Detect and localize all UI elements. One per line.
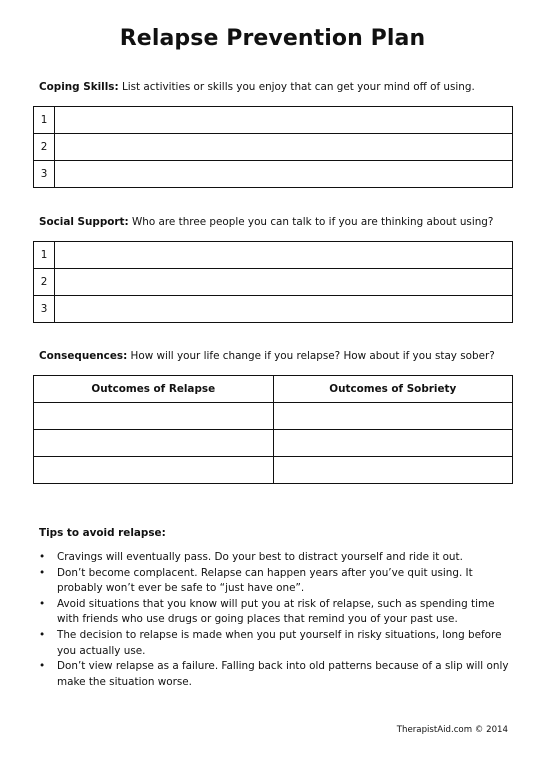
table-row [34,242,513,269]
row-number: 1 [34,107,55,134]
relapse-outcome-field-3[interactable] [34,457,274,484]
bullet-icon: • [39,660,46,673]
consequences-prompt [39,350,519,362]
coping-skills-text: List activities or skills you enjoy that can get your mind off of using. [118,81,475,93]
tips-heading: Tips to avoid relapse: [39,527,166,539]
relapse-outcome-field-2[interactable] [34,430,274,457]
relapse-outcome-field-1[interactable] [34,403,274,430]
row-number: 2 [34,269,55,296]
table-row [34,457,513,484]
coping-skills-prompt [39,81,519,93]
bullet-icon: • [39,566,46,579]
support-person-field-1[interactable] [55,242,513,269]
tip-text: Avoid situations that you know will put you at risk of relapse, such as spending time with friends who use drugs or going places that remind you of your past use. [57,597,495,626]
bullet-icon: • [39,597,46,610]
list-item [39,628,509,659]
list-item [39,550,509,566]
social-support-prompt [39,216,519,228]
outcomes-table [33,375,513,484]
footer-copyright: TherapistAid.com © 2014 [396,725,508,735]
support-person-field-2[interactable] [55,269,513,296]
table-row [34,296,513,323]
list-item [39,659,509,690]
tip-text: The decision to relapse is made when you put yourself in risky situations, long before you actually use. [57,628,502,657]
social-support-label: Social Support: [39,216,129,228]
coping-skills-table [33,106,513,188]
tips-list [39,550,509,690]
table-row [34,107,513,134]
coping-skills-label: Coping Skills: [39,81,119,93]
support-person-field-3[interactable] [55,296,513,323]
bullet-icon: • [39,551,46,563]
table-row [34,269,513,296]
outcomes-of-sobriety-header: Outcomes of Sobriety [273,376,513,403]
table-header-row [34,376,513,403]
sobriety-outcome-field-1[interactable] [273,403,513,430]
coping-skill-field-2[interactable] [55,134,513,161]
row-number: 1 [34,242,55,269]
sobriety-outcome-field-2[interactable] [273,430,513,457]
table-row [34,403,513,430]
table-row [34,134,513,161]
social-support-table [33,241,513,323]
table-row [34,161,513,188]
row-number: 2 [34,134,55,161]
tip-text: Cravings will eventually pass. Do your best to distract yourself and ride it out. [57,551,463,563]
tip-text: Don’t become complacent. Relapse can happen years after you’ve quit using. It probably won’t ever be safe to “just have one”. [57,566,473,595]
coping-skill-field-3[interactable] [55,161,513,188]
outcomes-of-relapse-header: Outcomes of Relapse [34,376,274,403]
list-item [39,597,509,628]
row-number: 3 [34,296,55,323]
social-support-text: Who are three people you can talk to if you are thinking about using? [128,216,494,228]
sobriety-outcome-field-3[interactable] [273,457,513,484]
coping-skill-field-1[interactable] [55,107,513,134]
row-number: 3 [34,161,55,188]
bullet-icon: • [39,628,46,641]
tip-text: Don’t view relapse as a failure. Falling back into old patterns because of a slip will only make the situation worse. [57,660,509,688]
consequences-label: Consequences: [39,350,128,362]
table-row [34,430,513,457]
page-title: Relapse Prevention Plan [119,26,426,51]
consequences-text: How will your life change if you relapse? How about if you stay sober? [127,350,495,362]
list-item [39,566,509,597]
